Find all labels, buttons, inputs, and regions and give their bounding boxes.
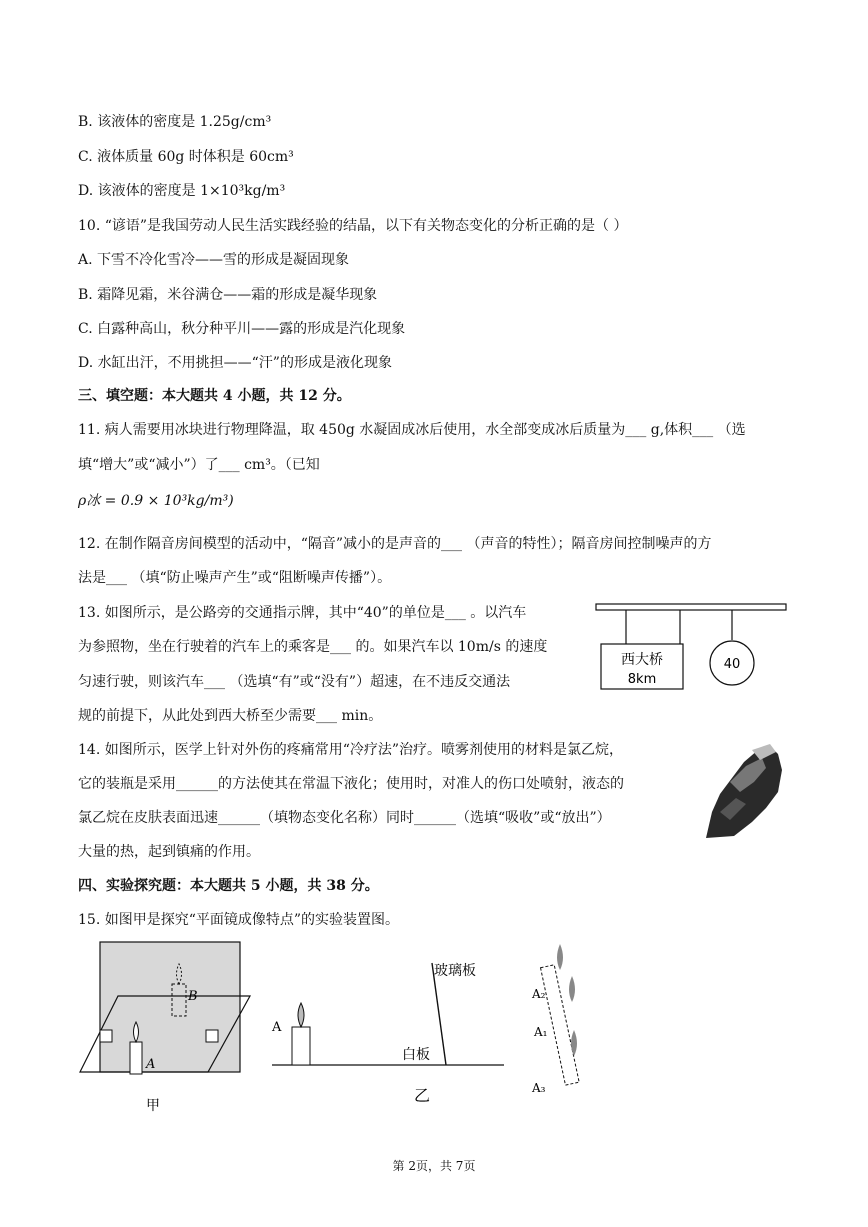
option-10b: B. 霜降见霜，米谷满仓——霜的形成是凝华现象 [78, 287, 378, 303]
label-jia: 甲 [146, 1098, 160, 1114]
question-12-line2: 法是___ （填“防止噪声产生”或“阻断噪声传播”）。 [78, 570, 392, 586]
question-13-line4: 规的前提下，从此处到西大桥至少需要___ min。 [78, 708, 383, 724]
question-14-line3: 氯乙烷在皮肤表面迅速______（填物态变化名称）同时______（选填“吸收”或“放出”） [78, 810, 611, 826]
spray-hand-image [700, 742, 790, 842]
question-11-line2: 填“增大”或“减小”）了___ cm³。（已知 [78, 457, 320, 473]
label-a3: A₃ [532, 1081, 546, 1095]
section-4-heading: 四、实验探究题：本大题共 5 小题，共 38 分。 [78, 878, 379, 894]
label-a-yi: A [272, 1020, 282, 1035]
option-10a: A. 下雪不冷化雪冷——雪的形成是凝固现象 [78, 252, 350, 268]
label-yi: 乙 [414, 1086, 431, 1105]
candle-images-figure [530, 940, 600, 1115]
page-footer: 第 2页，共 7页 [392, 1159, 476, 1173]
sign-distance: 8km [627, 672, 657, 687]
label-a: A [146, 1057, 156, 1072]
question-14-line2: 它的装瓶是采用______的方法使其在常温下液化；使用时，对准人的伤口处喷射，液态的 [78, 776, 624, 792]
question-10: 10. “谚语”是我国劳动人民生活实践经验的结晶，以下有关物态变化的分析正确的是（ ） [78, 218, 628, 234]
label-a1: A₁ [534, 1025, 548, 1039]
figure-jia [78, 940, 258, 1118]
traffic-sign-figure [594, 598, 790, 698]
label-a2: A₂ [532, 987, 546, 1001]
option-9b: B. 该液体的密度是 1.25g/cm³ [78, 114, 272, 130]
option-9c: C. 液体质量 60g 时体积是 60cm³ [78, 149, 294, 165]
question-14-line1: 14. 如图所示，医学上针对外伤的疼痛常用“冷疗法”治疗。喷雾剂使用的材料是氯乙烷， [78, 742, 624, 758]
option-10c: C. 白露种高山，秋分种平川——露的形成是汽化现象 [78, 321, 406, 337]
candle-a [130, 1042, 142, 1074]
option-10d: D. 水缸出汗，不用挑担——“汗”的形成是液化现象 [78, 355, 392, 371]
speed-limit-value: 40 [723, 657, 741, 672]
question-11-formula: ρ冰 = 0.9 × 10³kg/m³) [78, 493, 234, 509]
label-board: 白板 [402, 1047, 430, 1063]
question-13-line2: 为参照物，坐在行驶着的汽车上的乘客是___ 的。如果汽车以 10m/s 的速度 [78, 639, 548, 655]
option-9d: D. 该液体的密度是 1×10³kg/m³ [78, 183, 286, 199]
section-3-heading: 三、填空题：本大题共 4 小题，共 12 分。 [78, 388, 351, 404]
label-b: B [188, 989, 198, 1004]
question-14-line4: 大量的热，起到镇痛的作用。 [78, 844, 260, 860]
question-13-line1: 13. 如图所示，是公路旁的交通指示牌，其中“40”的单位是___ 。以汽车 [78, 605, 527, 621]
label-glass: 玻璃板 [434, 963, 476, 979]
question-15: 15. 如图甲是探究“平面镜成像特点”的实验装置图。 [78, 912, 400, 928]
figure-yi [268, 955, 508, 1115]
candle-a-yi [292, 1027, 310, 1065]
question-13-line3: 匀速行驶，则该汽车___ （选填“有”或“没有”）超速，在不违反交通法 [78, 674, 511, 690]
question-12-line1: 12. 在制作隔音房间模型的活动中，“隔音”减小的是声音的___ （声音的特性）；隔音房间控制噪声的方 [78, 536, 712, 552]
sign-place: 西大桥 [621, 652, 663, 668]
question-11-line1: 11. 病人需要用冰块进行物理降温，取 450g 水凝固成冰后使用，水全部变成冰后质量为___ g,体积___ （选 [78, 422, 746, 438]
